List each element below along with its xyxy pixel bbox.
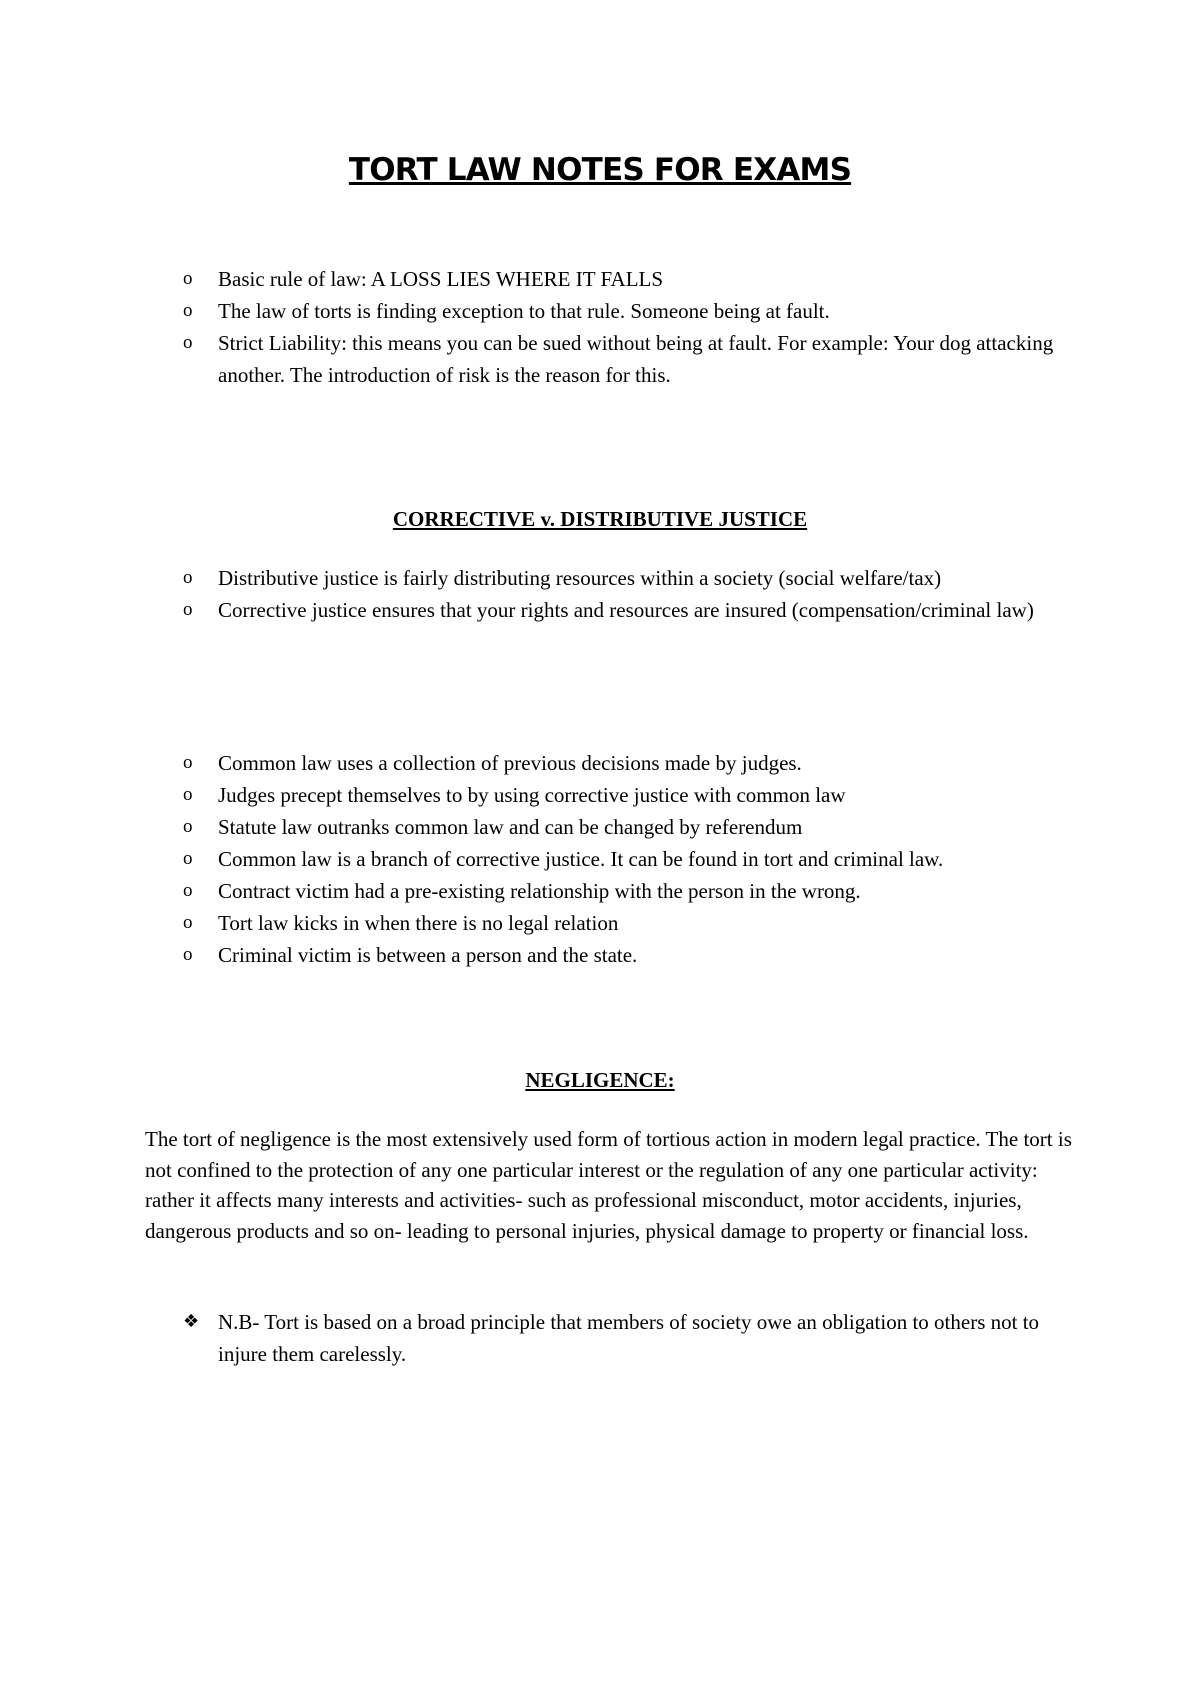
common-law-list <box>0 747 1078 971</box>
list-item <box>0 811 1078 843</box>
list-item-text: Criminal victim is between a person and the state. <box>218 943 638 967</box>
justice-list <box>0 562 1078 626</box>
bullet-o-icon: o <box>183 268 193 289</box>
list-item <box>0 562 1078 594</box>
list-item-text: Judges precept themselves to by using corrective justice with common law <box>218 783 846 807</box>
list-item-text: Tort law kicks in when there is no legal relation <box>218 911 619 935</box>
negligence-heading: NEGLIGENCE: <box>525 1068 675 1092</box>
nb-note <box>0 1306 1200 1370</box>
list-item-text: The law of torts is finding exception to that rule. Someone being at fault. <box>218 299 830 323</box>
list-item <box>0 843 1078 875</box>
bullet-o-icon: o <box>183 880 193 901</box>
nb-text: N.B- Tort is based on a broad principle that members of society owe an obligation to others not to injure them carelessly. <box>218 1310 1040 1366</box>
document-title: TORT LAW NOTES FOR EXAMS <box>348 152 852 188</box>
bullet-o-icon: o <box>183 752 193 773</box>
list-item-text: Strict Liability: this means you can be sued without being at fault. For example: Your dog attacking another. The introduction of risk is the reason for this. <box>218 331 1054 387</box>
list-item <box>0 779 1078 811</box>
list-item-text: Common law is a branch of corrective justice. It can be found in tort and criminal law. <box>218 847 944 871</box>
intro-list <box>0 263 1078 391</box>
list-item <box>0 875 1078 907</box>
list-item <box>0 295 1078 327</box>
list-item <box>0 907 1078 939</box>
negligence-paragraph: The tort of negligence is the most extensively used form of tortious action in modern legal practice. The tort is not confined to the protection of any one particular interest or the regulation of any one particular activity: rather it affects many interests and activities- such as professional misconduct, motor accidents, injuries, dangerous products and so on- leading to personal injuries, physical damage to property or financial loss. <box>145 1127 1072 1243</box>
bullet-o-icon: o <box>183 567 193 588</box>
list-item-text: Distributive justice is fairly distributing resources within a society (social welfare/tax) <box>218 566 942 590</box>
bullet-o-icon: o <box>183 784 193 805</box>
list-item-text: Basic rule of law: A LOSS LIES WHERE IT FALLS <box>218 267 664 291</box>
list-item <box>0 327 1078 391</box>
list-item-text: Corrective justice ensures that your rights and resources are insured (compensation/criminal law) <box>218 598 1034 622</box>
list-item <box>0 747 1078 779</box>
bullet-o-icon: o <box>183 848 193 869</box>
list-item-text: Common law uses a collection of previous decisions made by judges. <box>218 751 802 775</box>
list-item <box>0 594 1078 626</box>
justice-heading: CORRECTIVE v. DISTRIBUTIVE JUSTICE <box>392 507 808 531</box>
bullet-o-icon: o <box>183 912 193 933</box>
bullet-o-icon: o <box>183 816 193 837</box>
list-item-text: Contract victim had a pre-existing relationship with the person in the wrong. <box>218 879 861 903</box>
diamond-bullet-icon: ❖ <box>183 1311 200 1332</box>
bullet-o-icon: o <box>183 599 193 620</box>
bullet-o-icon: o <box>183 300 193 321</box>
list-item <box>0 939 1078 971</box>
list-item-text: Statute law outranks common law and can be changed by referendum <box>218 815 803 839</box>
bullet-o-icon: o <box>183 332 193 353</box>
list-item <box>0 263 1078 295</box>
bullet-o-icon: o <box>183 944 193 965</box>
